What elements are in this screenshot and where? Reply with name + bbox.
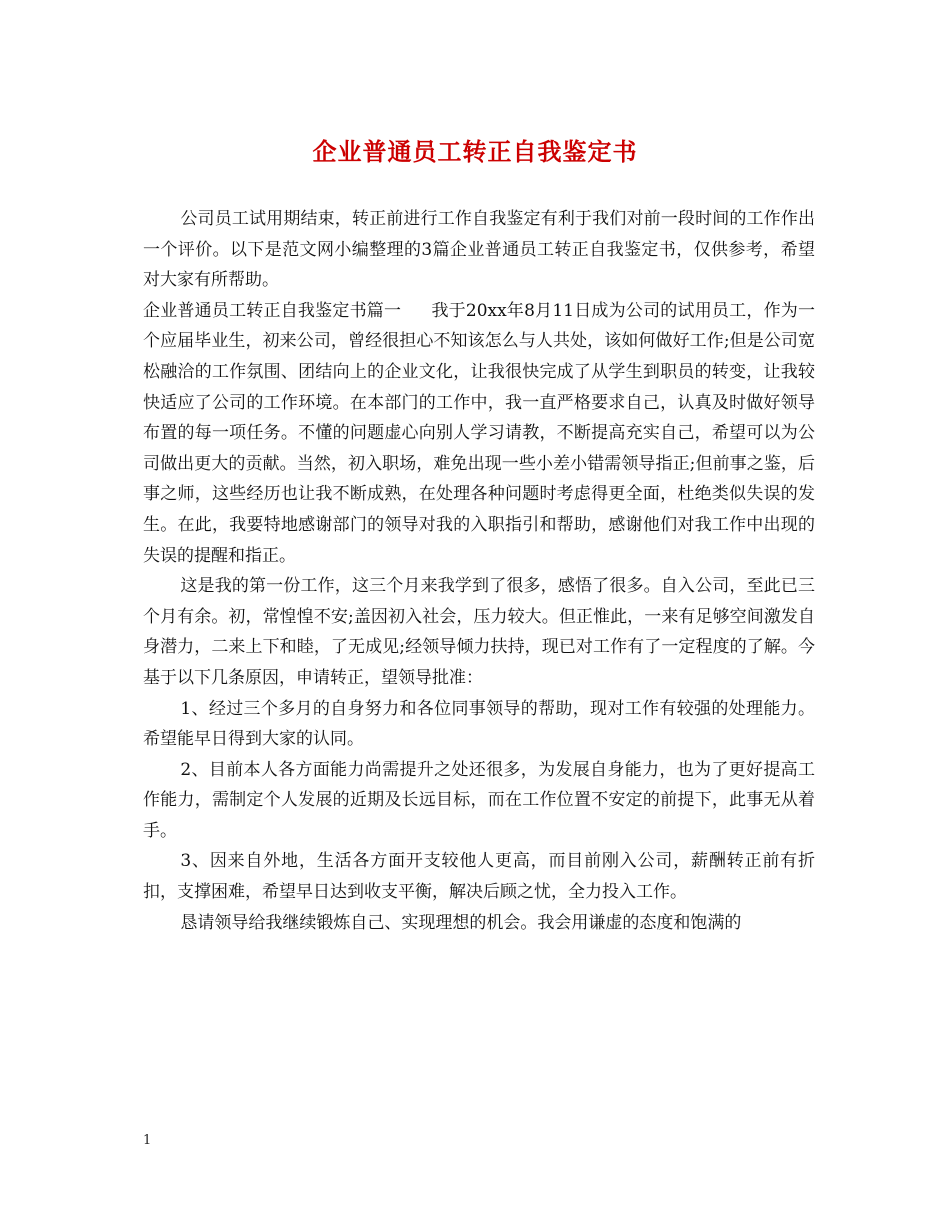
page-number: 1 [143, 1133, 152, 1148]
paragraph-2: 这是我的第一份工作，这三个月来我学到了很多，感悟了很多。自入公司，至此已三个月有余。初，常惶惶不安;盖因初入社会，压力较大。但正惟此，一来有足够空间激发自身潜力，二来上下和睦，了无成见;经领导倾力扶持，现已对工作有了一定程度的了解。今基于以下几条原因，申请转正，望领导批准： [143, 576, 815, 688]
section-body: 我于20xx年8月11日成为公司的试用员工，作为一个应届毕业生，初来公司，曾经很担心不知该怎么与人共处，该如何做好工作;但是公司宽松融洽的工作氛围、团结向上的企业文化，让我很快完成了从学生到职员的转变，让我较快适应了公司的工作环境。在本部门的工作中，我一直严格要求自己，认真及时做好领导布置的每一项任务。不懂的问题虚心向别人学习请教，不断提高充实自己，希望可以为公司做出更大的贡献。当然，初入职场，难免出现一些小差小错需领导指正;但前事之鉴，后事之师，这些经历也让我不断成熟，在处理各种问题时考虑得更全面，杜绝类似失误的发生。在此，我要特地感谢部门的领导对我的入职指引和帮助，感谢他们对我工作中出现的失误的提醒和指正。 [143, 300, 815, 566]
list-item-3: 3、因来自外地，生活各方面开支较他人更高，而目前刚入公司，薪酬转正前有折扣，支撑困难，希望早日达到收支平衡，解决后顾之忧，全力投入工作。 [143, 851, 815, 903]
section-heading: 企业普通员工转正自我鉴定书篇一 [143, 300, 402, 321]
closing-paragraph: 恳请领导给我继续锻炼自己、实现理想的机会。我会用谦虚的态度和饱满的 [180, 912, 742, 933]
section-paragraph [143, 296, 815, 571]
intro-paragraph: 公司员工试用期结束，转正前进行工作自我鉴定有利于我们对前一段时间的工作作出一个评价。以下是范文网小编整理的3篇企业普通员工转正自我鉴定书，仅供参考，希望对大家有所帮助。 [143, 209, 815, 291]
document-body [143, 204, 815, 938]
list-item-1: 1、经过三个多月的自身努力和各位同事领导的帮助，现对工作有较强的处理能力。希望能早日得到大家的认同。 [143, 698, 815, 750]
list-item-2: 2、目前本人各方面能力尚需提升之处还很多，为发展自身能力，也为了更好提高工作能力，需制定个人发展的近期及长远目标，而在工作位置不安定的前提下，此事无从着手。 [143, 759, 815, 841]
document-title: 企业普通员工转正自我鉴定书 [312, 137, 638, 166]
